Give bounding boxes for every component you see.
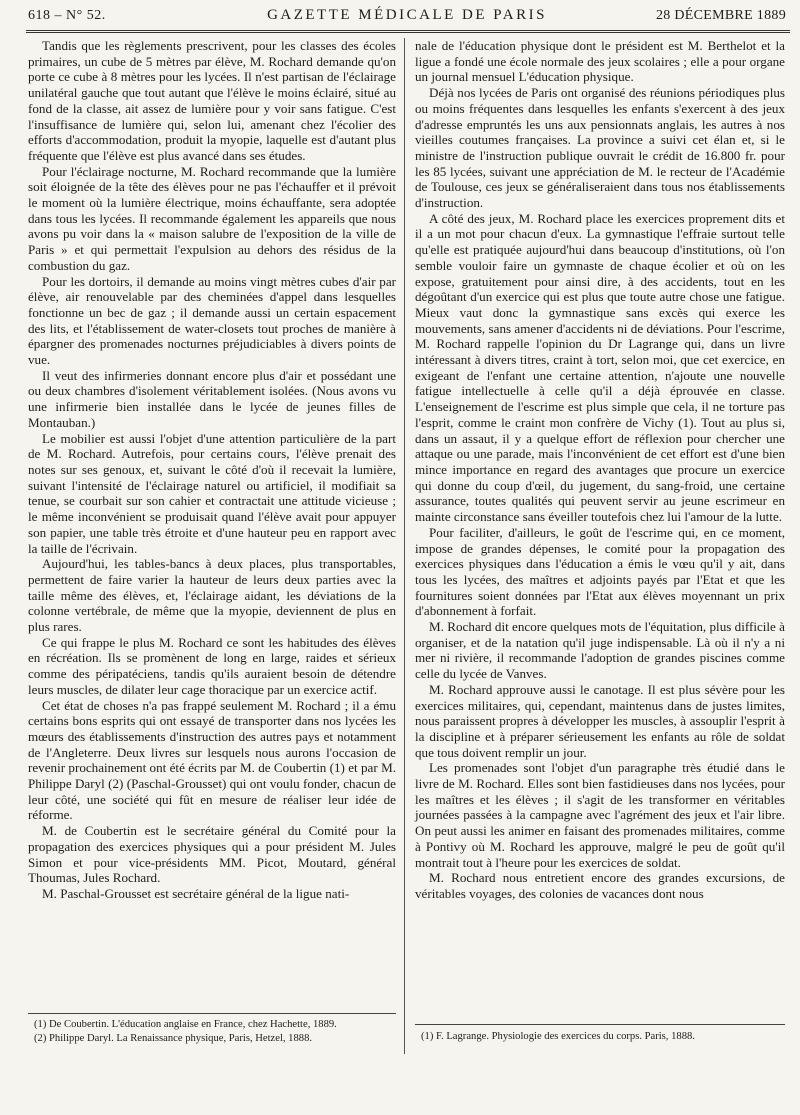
- paragraph: M. de Coubertin est le secrétaire général du Comité pour la propagation des exercices physiques qui a pour président M. Jules Simon et pour vice-présidents MM. Picot, Moutard, général Thoumas, Jules Rochard.: [28, 823, 396, 886]
- header-rule: [26, 30, 790, 33]
- paragraph: M. Paschal-Grousset est secrétaire général de la ligue nati-: [42, 885, 350, 901]
- paragraph: Déjà nos lycées de Paris ont organisé des réunions périodiques plus ou moins fréquentes dans lesquelles les enfants s'exercent à des jeux d'adresse empruntés les uns aux pensionnats anglais, les autres à nos vieilles coutumes françaises. La province a suivi cet élan et, si le ministre de l'instruction publique ouvrait le crédit de 16.800 fr. pour les 85 lycées, suivant une appréciation de M. le recteur de l'Académie de Toulouse, ces jeux se généraliseraient dans tous nos établissements d'instruction.: [415, 85, 785, 211]
- paragraph: nale de l'éducation physique dont le président est M. Berthelot et la ligue a fondé une école normale des jeux scolaires ; elle a pour organe un journal mensuel L'éducation physique.: [415, 38, 785, 85]
- paragraph: Tandis que les règlements prescrivent, pour les classes des écoles primaires, un cube de 5 mètres par élève, M. Rochard demande qu'on porte ce cube à 8 mètres pour les lycées. Il n'est partisan de l'éclairage unilatéral gauche que tout autant que l'élève le moins éclairé, situé au fond de la classe, ait assez de lumière pour y voir sans fatigue. C'est l'insuffisance de lumière qui, selon lui, amenant chez l'écolier des efforts d'accommodation, produit la myopie, laquelle est d'autant plus fréquente que l'élève est plus avancé dans ses études.: [28, 38, 396, 163]
- right-footnotes: [421, 1030, 781, 1044]
- left-column: [28, 38, 396, 902]
- issue-date: 28 DÉCEMBRE 1889: [655, 8, 786, 23]
- paragraph: Aujourd'hui, les tables-bancs à deux places, plus transportables, permettent de faire varier la hauteur de leurs deux parties avec la taille même des élèves, et, l'éclairage aidant, les déviations de la colonne vertébrale, de même que la myopie, deviennent de plus en plus rares.: [28, 556, 396, 635]
- paragraph: Pour faciliter, d'ailleurs, le goût de l'escrime qui, en ce moment, impose de grandes dépenses, le comité pour la propagation des exercices physiques dans l'éducation a émis le vœu qu'il y ait, dans tous les lycées, des maîtres et adjoints payés par l'Etat et que les fournitures soient données par l'Etat aux élèves moyennant un prix d'abonnement à forfait.: [415, 524, 785, 619]
- left-footnotes: [34, 1018, 394, 1046]
- paragraph: M. Rochard dit encore quelques mots de l'équitation, plus difficile à organiser, et de la natation qu'il juge indispensable. Là où il n'y a ni mer ni rivière, il recommande l'adoption de grandes piscines comme celle du lycée de Vanves.: [415, 619, 785, 682]
- paragraph: Cet état de choses n'a pas frappé seulement M. Rochard ; il a ému certains bons esprits qui ont essayé de transporter dans nos lycées les mœurs des établissements d'instruction des autres pays et notamment de l'Angleterre. Deux livres sur lesquels nous aurons l'occasion de revenir prochainement ont été écrits par M. de Coubertin (1) et par M. Philippe Daryl (2) (Paschal-Grousset) qui ont voulu fonder, chacun de leur côté, une société qui fût en mesure de réaliser leur idée de réforme.: [28, 697, 396, 823]
- paragraph: Pour l'éclairage nocturne, M. Rochard recommande que la lumière soit éloignée de la tête des élèves pour ne pas l'échauffer et il prévoit le moment où la lumière électrique, moins échauffante, sera adoptée dans tous les lycées. Il recommande également les appareils que nous avons pu voir dans la « maison salubre de l'exposition de la ville de Paris » et qui permettait l'expulsion au dehors des résidus de la combustion du gaz.: [28, 163, 396, 273]
- footnote-rule: [415, 1024, 785, 1025]
- paragraph: Ce qui frappe le plus M. Rochard ce sont les habitudes des élèves en récréation. Ils se promènent de long en large, raides et sérieux comme des péripatéciens, tandis qu'ils auraient besoin de détendre leurs muscles, de dilater leur cage thoracique par un exercice actif.: [28, 634, 396, 697]
- footnote: (1) De Coubertin. L'éducation anglaise en France, chez Hachette, 1889.: [34, 1019, 337, 1030]
- paragraph: A côté des jeux, M. Rochard place les exercices proprement dits et il a un mot pour chacun d'eux. La gymnastique l'effraie surtout telle qu'elle est pratiquée aujourd'hui dans beaucoup d'institutions, où l'on semble vouloir faire un gymnaste de chaque écolier et où on les expose, gratuitement pour ainsi dire, à des accidents, tout en les dégoûtant d'un exercice qui est plus que toute autre chose une fatigue. Mieux vaut donc la gymnastique sans excès qui exerce les mouvements, sans amener d'accidents ni de déviations. Pour l'escrime, M. Rochard rappelle l'opinion du Dr Lagrange qui, dans un livre intéressant à divers titres, craint à tort, selon moi, que cet exercice, en exigeant de l'enfant une certaine attention, n'ajoute une nouvelle fatigue intellectuelle à celle qu'il a déjà éprouvée en classe. L'enseignement de l'escrime est plus simple que cela, il ne torture pas l'esprit, comme le craint mon confrère de Vichy (1). Tout au plus si, dans un assaut, il y a quelque effort de réflexion pour chercher une attaque ou une parade, mais l'inconvénient de cet effort est d'une bien mince importance en regard des avantages que procure un exercice qui donne du coup d'œil, du jugement, du sang-froid, une certaine assurance, toutes qualités qui peuvent servir au jeune escrimeur en mainte circonstance sans éveiller toutefois chez lui l'amour de la lutte.: [415, 210, 785, 525]
- journal-title: GAZETTE MÉDICALE DE PARIS: [267, 7, 547, 23]
- footnote-rule: [28, 1013, 396, 1014]
- paragraph: Le mobilier est aussi l'objet d'une attention particulière de la part de M. Rochard. Autrefois, pour certains cours, l'élève prenait des notes sur ses genoux, et, suivant le côté d'où il recevait la lumière, suivant l'intensité de l'éclairage naturel ou artificiel, il modifiait sa tenue, se courbait sur son cahier et contractait une attitude vicieuse ; le même inconvénient se produisait quand l'élève avait pour appuyer son papier, une table très étroite et d'une hauteur peu en rapport avec la taille de l'écrivain.: [28, 430, 396, 556]
- column-divider: [404, 38, 405, 1054]
- footnote: (2) Philippe Daryl. La Renaissance physique, Paris, Hetzel, 1888.: [34, 1033, 313, 1044]
- right-column: [415, 38, 785, 902]
- page-number: 618 – N° 52.: [28, 8, 106, 23]
- paragraph: M. Rochard approuve aussi le canotage. Il est plus sévère pour les exercices militaires, qui, cependant, maintenus dans de justes limites, nous paraissent propres à développer les muscles, à assouplir l'esprit à la discipline et à préparer sérieusement les enfants au rôle de soldat que tous doivent remplir un jour.: [415, 681, 785, 760]
- footnote: (1) F. Lagrange. Physiologie des exercices du corps. Paris, 1888.: [421, 1031, 695, 1042]
- paragraph: M. Rochard nous entretient encore des grandes excursions, de véritables voyages, des colonies de vacances dont nous: [415, 870, 785, 901]
- page-header: [28, 4, 786, 30]
- paragraph: Il veut des infirmeries donnant encore plus d'air et possédant une ou deux chambres d'isolement véritablement isolées. (Nous avons vu une infirmerie bien installée dans le lycée de jeunes filles de Montauban.): [28, 367, 396, 430]
- paragraph: Les promenades sont l'objet d'un paragraphe très étudié dans le livre de M. Rochard. Elles sont bien fastidieuses dans nos lycées, pour les maîtres et les élèves ; il s'agit de les transformer en véritables journées passées à la campagne avec l'agrément des jeux et l'air libre. On peut aussi les animer en faisant des promenades militaires, comme à Pontivy où M. Rochard les approuve, malgré le peu de goût qu'il montrait tout à l'heure pour les exercices de soldat.: [415, 760, 785, 870]
- paragraph: Pour les dortoirs, il demande au moins vingt mètres cubes d'air par élève, air renouvelable par des cheminées d'appel dans lesquelles fonctionne un bec de gaz ; il demande aussi un certain espacement des lits, et l'établissement de water-closets tout proches de manière à épargner des promenades nocturnes préjudiciables à divers points de vue.: [28, 273, 396, 368]
